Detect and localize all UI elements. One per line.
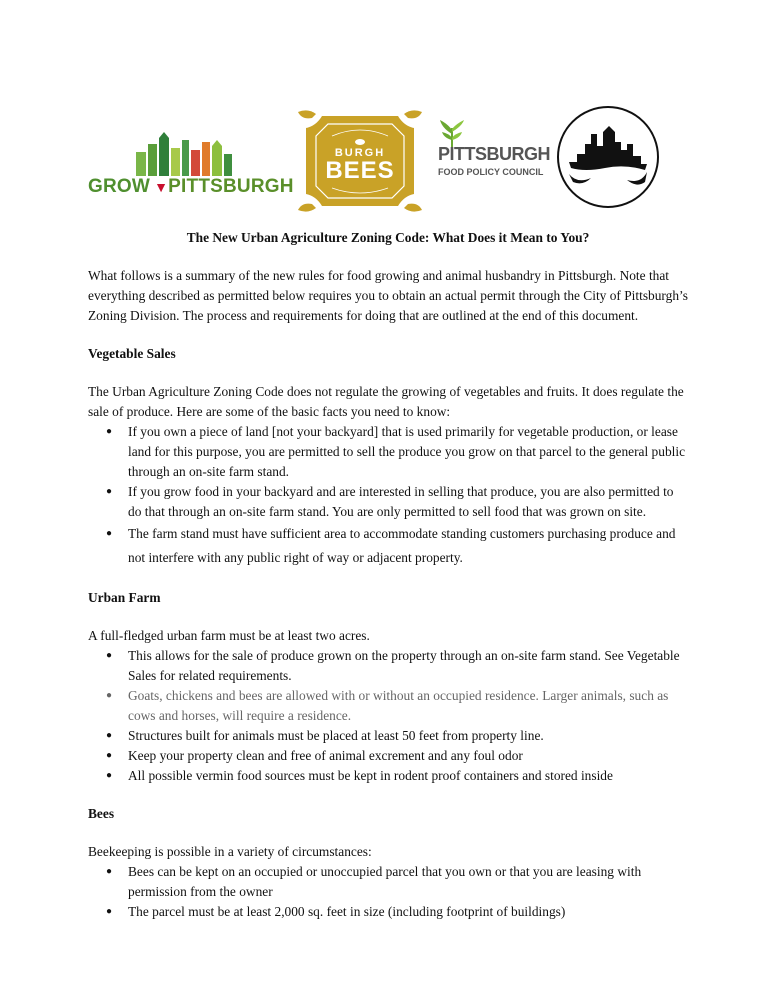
grow-pittsburgh-logo: GROW ▼PITTSBURGH [88, 130, 273, 202]
section-heading-vegetable-sales: Vegetable Sales [88, 346, 176, 361]
list-item: ● Bees can be kept on an occupied or unoccupied parcel that you own or that you are leasing with permission from the owner [128, 862, 688, 902]
list-item: ● The farm stand must have sufficient area to accommodate standing customers purchasing produce and not interfere with any public right of way or adjacent property. [128, 522, 688, 570]
list-item: ● The parcel must be at least 2,000 sq. feet in size (including footprint of buildings) [128, 902, 688, 922]
list-item: ● If you own a piece of land [not your backyard] that is used primarily for vegetable production, or lease land for this purpose, you are permitted to sell the produce you grow on that parcel to the general public through an on-site farm stand. [128, 422, 688, 482]
circle-skyline-logo [555, 104, 661, 210]
document-title: The New Urban Agriculture Zoning Code: What Does it Mean to You? [186, 230, 590, 245]
intro-paragraph: What follows is a summary of the new rules for food growing and animal husbandry in Pittsburgh. Note that everything described as permitted below requires you to obtain an actual permit through the City of Pittsburgh’s Zoning Division. The process and requirements for doing that are outlined at the end of this document. [88, 268, 688, 323]
pittsburgh-word: PITTSBURGH [168, 176, 294, 197]
city-skyline-circle-icon [555, 104, 661, 210]
food-policy-council-logo [434, 120, 550, 192]
pittsburgh-word: PITTSBURGH [438, 144, 550, 164]
list-item: ● Structures built for animals must be placed at least 50 feet from property line. [128, 726, 688, 746]
skyline-icon [88, 130, 273, 178]
logo-banner [0, 0, 768, 230]
list-item: ● If you grow food in your backyard and are interested in selling that produce, you are also permitted to do that through an on-site farm stand. You are only permitted to sell food that was grown on site. [128, 482, 688, 522]
list-item: ● Keep your property clean and free of animal excrement and any foul odor [128, 746, 688, 766]
document-body [88, 228, 688, 940]
list-item: ● All possible vermin food sources must be kept in rodent proof containers and stored inside [128, 766, 688, 786]
grow-word: GROW [88, 176, 151, 197]
burgh-word: BURGH [334, 147, 386, 159]
section-intro-vegetable-sales: The Urban Agriculture Zoning Code does not regulate the growing of vegetables and fruits. It does regulate the sale of produce. Here are some of the basic facts you need to know: [88, 384, 684, 419]
food-policy-council-word: FOOD POLICY COUNCIL [438, 167, 544, 177]
section-heading-bees: Bees [88, 806, 115, 821]
list-item: ● This allows for the sale of produce grown on the property through an on-site farm stand. See Vegetable Sales for related requirements. [128, 646, 688, 686]
list-item: ● Goats, chickens and bees are allowed with or without an occupied residence. Larger animals, such as cows and horses, will require a residence. [128, 686, 688, 726]
section-intro-bees: Beekeeping is possible in a variety of circumstances: [88, 844, 372, 859]
section-heading-urban-farm: Urban Farm [88, 590, 161, 605]
bees-word: BEES [325, 157, 395, 184]
bullet-list-vegetable-sales [88, 422, 688, 570]
section-intro-urban-farm: A full-fledged urban farm must be at least two acres. [88, 628, 370, 643]
bullet-list-bees [88, 862, 688, 922]
bullet-list-urban-farm [88, 646, 688, 786]
burgh-bees-logo [292, 106, 428, 216]
